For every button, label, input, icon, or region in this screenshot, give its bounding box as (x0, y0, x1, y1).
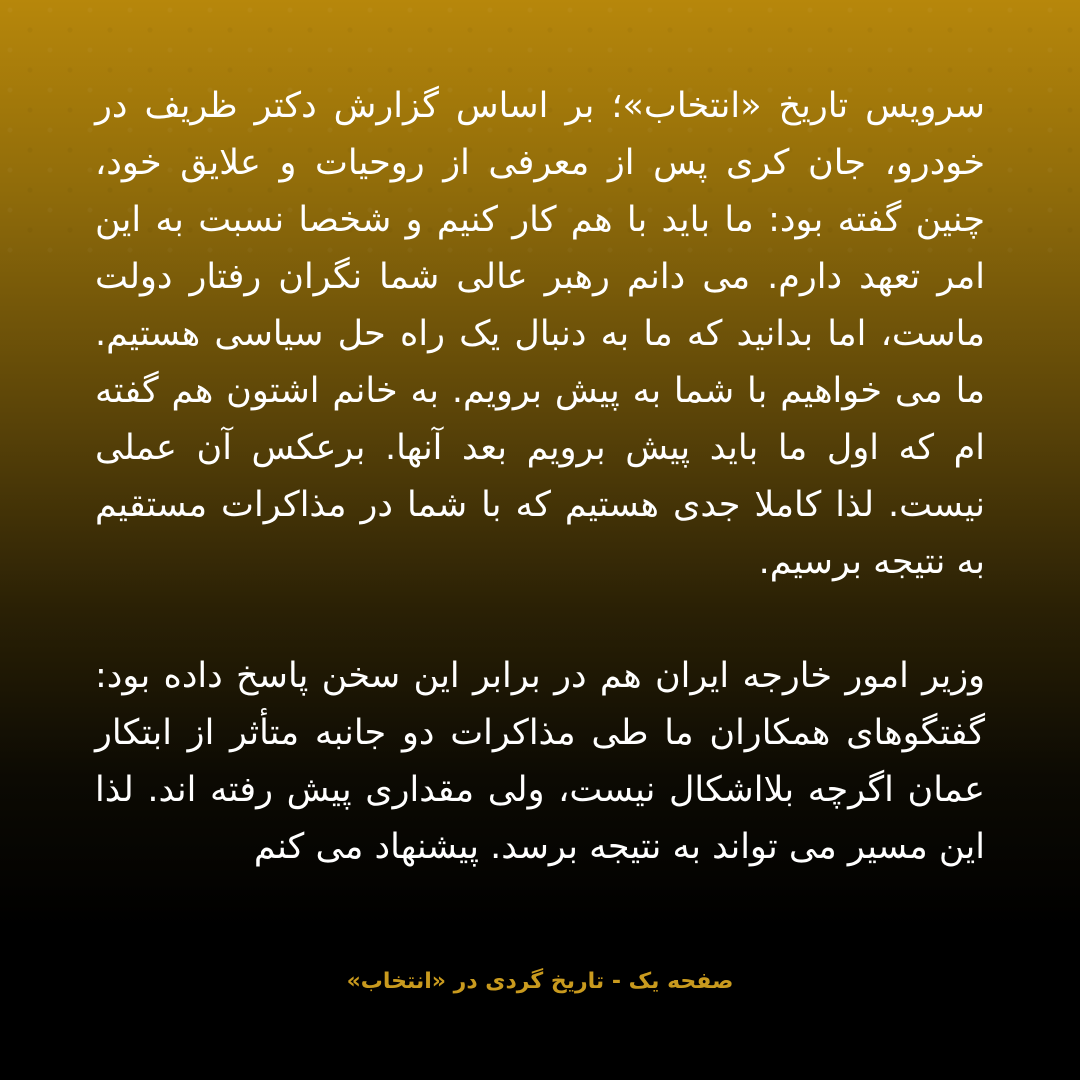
page-caption: صفحه یک - تاریخ گردی در «انتخاب» (346, 969, 734, 994)
paragraph-kerry-quote: سرویس تاریخ «انتخاب»؛ بر اساس گزارش دکتر ظریف در خودرو، جان کری پس از معرفی از روحیات و علایق خود، چنین گفته بود: ما باید با هم کار کنیم و شخصا نسبت به این امر تعهد دارم. می دانم رهبر عالی شما نگران رفتار دولت ماست، اما بدانید که ما به دنبال یک راه حل سیاسی هستیم. ما می خواهیم با شما به پیش برویم. به خانم اشتون هم گفته ام که اول ما باید پیش برویم بعد آنها. برعکس آن عملی نیست. لذا کاملا جدی هستیم که با شما در مذاکرات مستقیم به نتیجه برسیم. (95, 86, 985, 582)
paragraph-zarif-reply: وزیر امور خارجه ایران هم در برابر این سخن پاسخ داده بود: گفتگوهای همکاران ما طی مذاکرات دو جانبه متأثر از ابتکار عمان اگرچه بلااشکال نیست، ولی مقداری پیش رفته اند. لذا این مسیر می تواند به نتیجه برسد. پیشنهاد می کنم (95, 656, 985, 867)
article-body (95, 78, 985, 876)
